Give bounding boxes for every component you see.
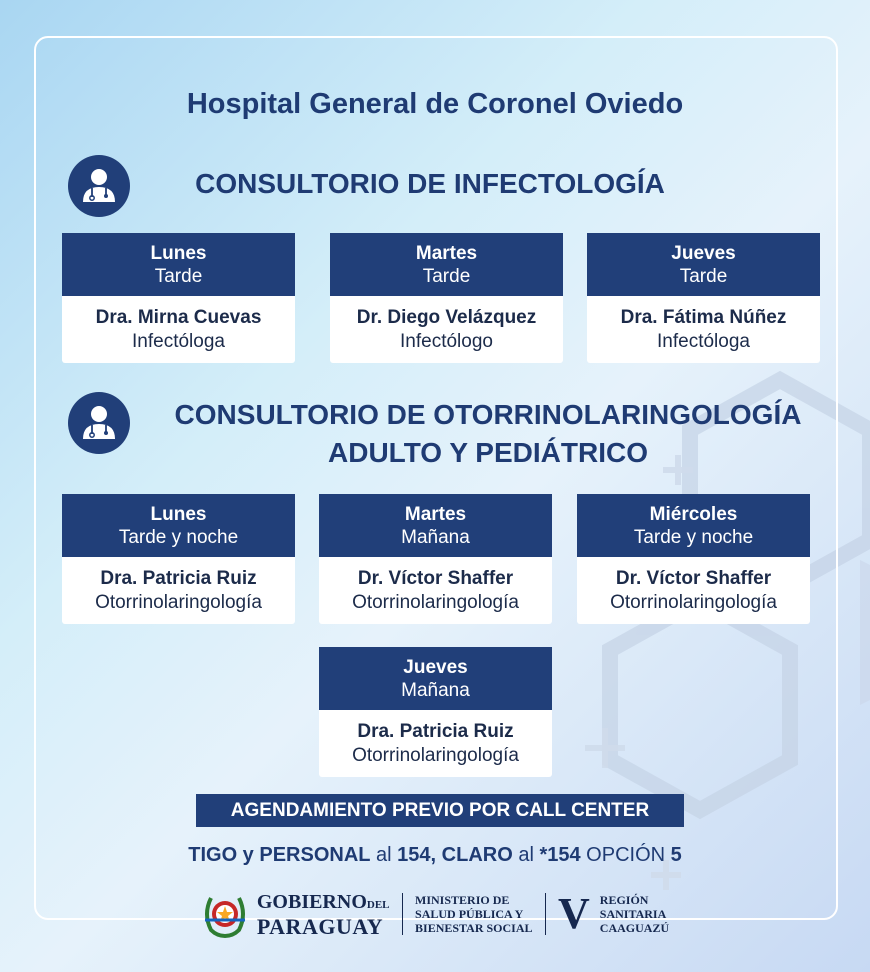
card-day: Jueves [403, 656, 468, 678]
contact-short-number: *154 [539, 844, 581, 866]
card-shift: Mañana [401, 526, 470, 548]
card-doctor: Dr. Víctor Shaffer [357, 567, 514, 589]
footer-logos [0, 884, 870, 944]
region-line: CAAGUAZÚ [599, 921, 670, 935]
card-doctor: Dra. Patricia Ruiz [100, 567, 257, 589]
gov-del-label: DEL [366, 898, 390, 911]
contact-option-label: OPCIÓN [580, 844, 671, 866]
gov-country-label: PARAGUAY [256, 913, 384, 939]
card-doctor: Dra. Fátima Núñez [620, 306, 787, 328]
schedule-card [62, 494, 295, 624]
card-header [62, 494, 295, 557]
card-day: Martes [404, 503, 467, 525]
card-header [319, 494, 552, 557]
contact-carriers: TIGO y PERSONAL [188, 844, 371, 866]
card-body [330, 296, 563, 363]
region-line: REGIÓN [599, 893, 649, 907]
ministry-line: SALUD PÚBLICA Y [415, 907, 524, 921]
contact-line [0, 844, 870, 867]
contact-at-2: al [512, 844, 540, 866]
card-shift: Tarde [154, 265, 203, 287]
ministry-line: MINISTERIO DE [415, 893, 510, 907]
ministry-line: BIENESTAR SOCIAL [415, 921, 533, 935]
card-specialty: Otorrinolaringología [352, 744, 519, 766]
page-title: Hospital General de Coronel Oviedo [186, 88, 684, 120]
card-header [587, 233, 820, 296]
schedule-card [62, 233, 295, 363]
card-body [587, 296, 820, 363]
card-header [330, 233, 563, 296]
section-subtitle-otorrino: ADULTO Y PEDIÁTRICO [328, 437, 648, 468]
gov-label: GOBIERNO [256, 890, 367, 913]
contact-number-claro: 154, CLARO [397, 844, 513, 866]
region-mark: V [558, 889, 590, 938]
doctor-icon [68, 155, 130, 217]
schedule-card [319, 647, 552, 777]
card-doctor: Dra. Mirna Cuevas [95, 306, 262, 328]
paraguay-seal-icon [201, 890, 249, 938]
card-specialty: Otorrinolaringología [352, 591, 519, 613]
contact-option-number: 5 [670, 844, 682, 866]
card-specialty: Infectóloga [657, 330, 750, 352]
card-specialty: Infectólogo [400, 330, 493, 352]
card-doctor: Dr. Diego Velázquez [356, 306, 537, 328]
card-shift: Tarde [422, 265, 471, 287]
card-header [577, 494, 810, 557]
card-body [319, 557, 552, 624]
government-logo [201, 890, 390, 938]
card-header [62, 233, 295, 296]
card-body [319, 710, 552, 777]
card-doctor: Dra. Patricia Ruiz [357, 720, 514, 742]
card-doctor: Dr. Víctor Shaffer [615, 567, 772, 589]
card-day: Miércoles [649, 503, 738, 525]
schedule-card [587, 233, 820, 363]
doctor-icon [68, 392, 130, 454]
divider [402, 893, 404, 935]
card-body [577, 557, 810, 624]
card-day: Martes [415, 242, 478, 264]
call-center-banner: AGENDAMIENTO PREVIO POR CALL CENTER [196, 794, 684, 827]
card-day: Jueves [671, 242, 736, 264]
region-label [600, 893, 669, 935]
card-day: Lunes [150, 503, 207, 525]
card-shift: Tarde [679, 265, 728, 287]
card-specialty: Infectóloga [132, 330, 225, 352]
schedule-card [319, 494, 552, 624]
card-body [62, 557, 295, 624]
card-specialty: Otorrinolaringología [95, 591, 262, 613]
card-day: Lunes [150, 242, 207, 264]
card-header [319, 647, 552, 710]
ministry-label [415, 893, 532, 935]
section-title-otorrino: CONSULTORIO DE OTORRINOLARINGOLOGÍA [174, 399, 802, 430]
card-body [62, 296, 295, 363]
schedule-card [577, 494, 810, 624]
card-shift: Tarde y noche [633, 526, 754, 548]
divider [545, 893, 547, 935]
card-shift: Mañana [401, 679, 470, 701]
card-shift: Tarde y noche [118, 526, 239, 548]
schedule-card [330, 233, 563, 363]
card-specialty: Otorrinolaringología [610, 591, 777, 613]
section-title-infectologia: CONSULTORIO DE INFECTOLOGÍA [195, 168, 665, 199]
contact-at: al [370, 844, 398, 866]
region-line: SANITARIA [599, 907, 667, 921]
